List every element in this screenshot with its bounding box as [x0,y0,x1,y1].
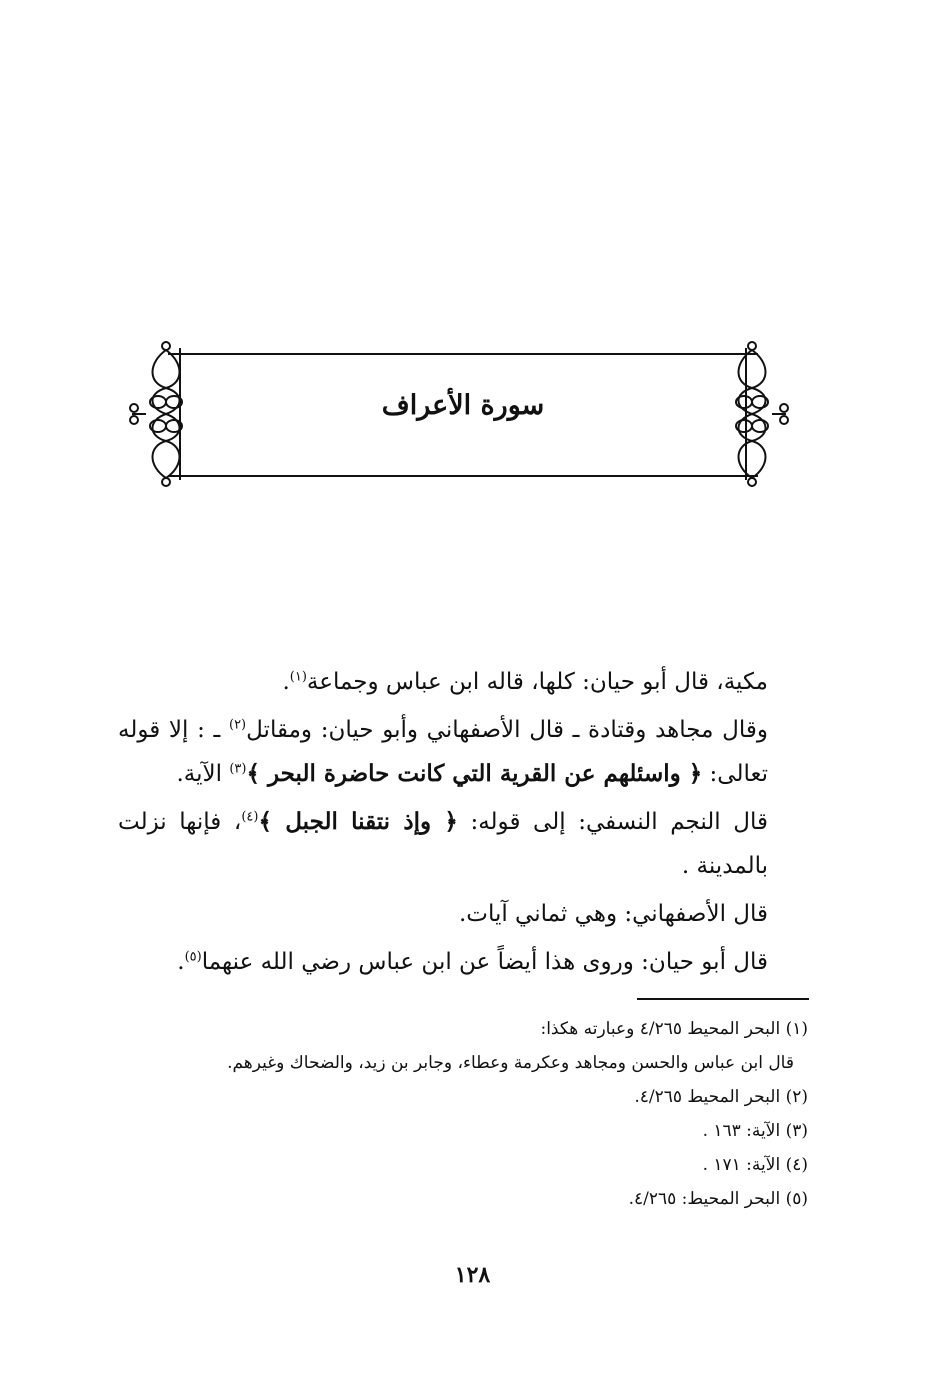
quran-quote-1: ﴿ واسئلهم عن القرية التي كانت حاضرة البحر ﴾ [246,760,703,787]
p2-text-b: ـ : إلا قوله تعالى: [118,717,768,787]
paragraph-2 [118,708,808,796]
footnote-1: (١) البحر المحيط ٤/٢٦٥ وعبارته هكذا: [540,1019,808,1039]
footnote-ref-3: (٣) [229,761,247,777]
paragraph-3 [118,800,808,888]
p3-text-a: قال النجم النسفي: إلى قوله: [457,809,769,835]
main-text [118,660,808,988]
p5-end: . [177,949,185,975]
p5-text: قال أبو حيان: وروى هذا أيضاً عن ابن عباس رضي الله عنهما [201,949,768,975]
p1-text: مكية، قال أبو حيان: كلها، قاله ابن عباس وجماعة [306,669,768,695]
footnotes [118,1012,808,1216]
footnote-ref-4: (٤) [241,809,259,825]
footnote-ref-1: (١) [289,669,307,685]
quran-quote-2: ﴿ وإذ نتقنا الجبل ﴾ [258,808,458,835]
paragraph-4: قال الأصفهاني: وهي ثماني آيات. [458,901,768,927]
page-number: ١٢٨ [454,1262,491,1288]
title-frame [118,338,808,490]
p2-text-c: الآية. [176,761,230,787]
surah-title: سورة الأعراف [381,390,545,421]
footnote-5: (٥) البحر المحيط: ٤/٢٦٥. [628,1189,808,1209]
footnote-1-continuation: قال ابن عباس والحسن ومجاهد وعكرمة وعطاء، وجابر بن زيد، والضحاك وغيرهم. [227,1053,794,1073]
footnote-ref-2: (٢) [228,717,247,733]
p3-text-b: ، فإنها نزلت بالمدينة . [118,809,768,879]
p1-end: . [282,669,290,695]
paragraph-5 [118,940,808,984]
footnote-2: (٢) البحر المحيط ٤/٢٦٥. [634,1087,808,1107]
p2-text-a: وقال مجاهد وقتادة ـ قال الأصفهاني وأبو حيان: ومقاتل [246,717,768,743]
footnote-ref-5: (٥) [184,949,202,965]
paragraph-1 [118,660,808,704]
footnote-3: (٣) الآية: ١٦٣ . [702,1121,808,1141]
footnote-divider [637,998,809,1000]
footnote-4: (٤) الآية: ١٧١ . [702,1155,808,1175]
